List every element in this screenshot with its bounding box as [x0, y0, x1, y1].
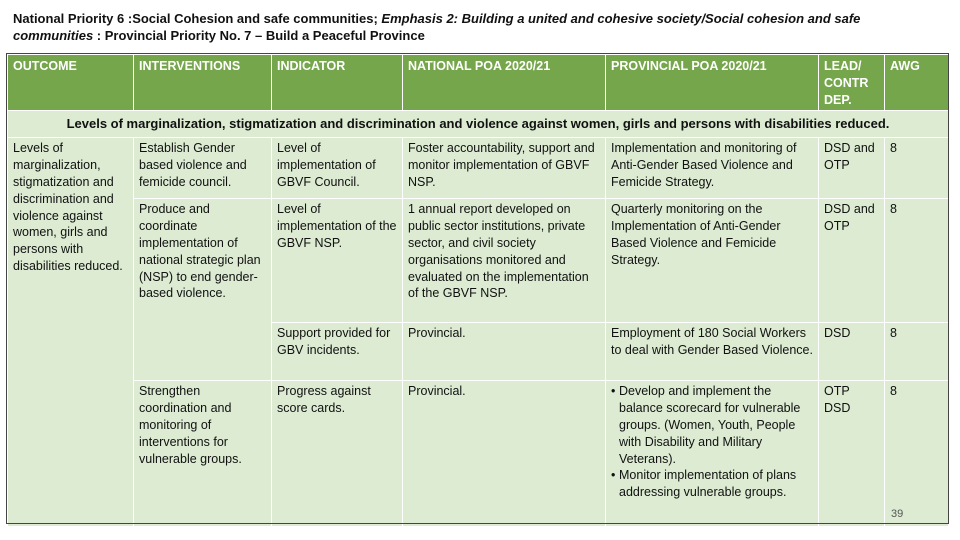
provincial-bullet: • Monitor implementation of plans addressing vulnerable groups.	[611, 467, 813, 501]
table-row	[8, 138, 949, 199]
awg-cell: 8	[885, 381, 949, 527]
lead-cell: DSD	[819, 323, 885, 381]
national-poa-cell: Provincial.	[403, 381, 606, 527]
header-interventions: INTERVENTIONS	[134, 55, 272, 111]
title-emphasis-1: Emphasis 2: Building a united and cohesive society/Social cohesion and safe	[381, 11, 861, 26]
indicator-cell: Level of implementation of GBVF Council.	[272, 138, 403, 199]
lead-cell: DSD and OTP	[819, 138, 885, 199]
header-outcome: OUTCOME	[8, 55, 134, 111]
title-emphasis-2: communities	[13, 28, 94, 43]
awg-cell: 8	[885, 138, 949, 199]
title-prefix: National Priority 6 :Social Cohesion and safe communities;	[13, 11, 382, 26]
table-row	[8, 199, 949, 323]
national-poa-cell: Foster accountability, support and monitor implementation of GBVF NSP.	[403, 138, 606, 199]
table-row	[8, 381, 949, 527]
provincial-poa-cell: Employment of 180 Social Workers to deal with Gender Based Violence.	[606, 323, 819, 381]
intervention-cell: Strengthen coordination and monitoring of interventions for vulnerable groups.	[134, 381, 272, 527]
national-poa-cell: 1 annual report developed on public sector institutions, private sector, and civil society organisations monitored and evaluated on the implementation of the GBVF NSP.	[403, 199, 606, 323]
national-poa-cell: Provincial.	[403, 323, 606, 381]
indicator-cell: Progress against score cards.	[272, 381, 403, 527]
provincial-poa-cell: Implementation and monitoring of Anti-Gender Based Violence and Femicide Strategy.	[606, 138, 819, 199]
poa-table	[7, 54, 949, 527]
provincial-bullet-list	[611, 383, 813, 501]
lead-cell: OTP DSD	[819, 381, 885, 527]
provincial-poa-cell: Quarterly monitoring on the Implementation of Anti-Gender Based Violence and Femicide Strategy.	[606, 199, 819, 323]
header-national-poa: NATIONAL POA 2020/21	[403, 55, 606, 111]
provincial-bullet: • Develop and implement the balance scorecard for vulnerable groups. (Women, Youth, People with Disability and Military Veterans).	[611, 383, 813, 467]
intervention-cell: Produce and coordinate implementation of national strategic plan (NSP) to end gender-based violence.	[134, 199, 272, 381]
provincial-poa-cell	[606, 381, 819, 527]
outcome-cell: Levels of marginalization, stigmatization and discrimination and violence against women, girls and persons with disabilities reduced.	[8, 138, 134, 527]
awg-cell: 8	[885, 199, 949, 323]
awg-cell: 8	[885, 323, 949, 381]
page-title	[13, 10, 953, 44]
header-lead: LEAD/ CONTR DEP.	[819, 55, 885, 111]
header-awg: AWG	[885, 55, 949, 111]
intervention-cell: Establish Gender based violence and femicide council.	[134, 138, 272, 199]
lead-cell: DSD and OTP	[819, 199, 885, 323]
outcome-band-row	[8, 111, 949, 138]
header-row	[8, 55, 949, 111]
title-rest: : Provincial Priority No. 7 – Build a Peaceful Province	[93, 28, 425, 43]
header-provincial-poa: PROVINCIAL POA 2020/21	[606, 55, 819, 111]
page-number: 39	[891, 508, 904, 520]
indicator-cell: Support provided for GBV incidents.	[272, 323, 403, 381]
indicator-cell: Level of implementation of the GBVF NSP.	[272, 199, 403, 323]
header-indicator: INDICATOR	[272, 55, 403, 111]
outcome-band: Levels of marginalization, stigmatization and discrimination and violence against women, girls and persons with disabilities reduced.	[8, 111, 949, 138]
